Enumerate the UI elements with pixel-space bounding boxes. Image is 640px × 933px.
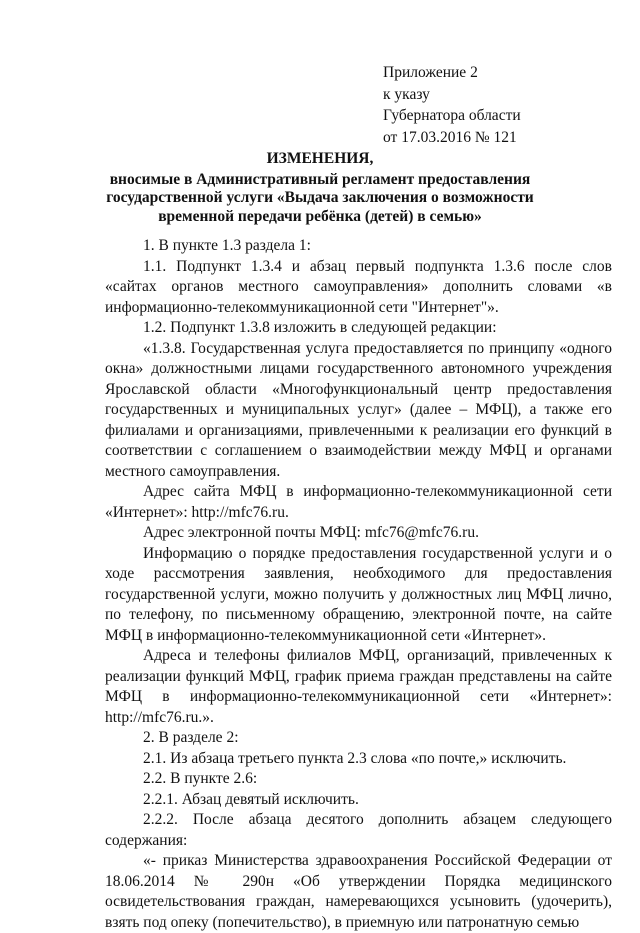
document-title: ИЗМЕНЕНИЯ, [266, 150, 374, 167]
paragraph: 2. В разделе 2: [143, 729, 239, 746]
paragraph: 2.1. Из абзаца третьего пункта 2.3 слова «по почте,» исключить. [143, 749, 567, 767]
paragraph: 1. В пункте 1.3 раздела 1: [143, 237, 311, 254]
document-heading [96, 150, 544, 226]
appendix-number: Приложение 2 [383, 64, 478, 81]
paragraph: Адрес сайта МФЦ в информационно-телекоммуникационной сети «Интернет»: http://mfc76.ru. [105, 483, 612, 521]
paragraph: 2.2. В пункте 2.6: [143, 770, 258, 787]
paragraph: Адреса и телефоны филиалов МФЦ, организаций, привлеченных к реализации функций МФЦ, график приема граждан представлены на сайте МФЦ в информационно-телекоммуникационной сети «Интернет»: http://mfc76.ru.». [105, 647, 612, 726]
document-body [105, 236, 612, 933]
paragraph: 1.2. Подпункт 1.3.8 изложить в следующей редакции: [143, 319, 497, 336]
document-subtitle-line-3: временной передачи ребёнка (детей) в семью» [158, 207, 482, 225]
paragraph: Адрес электронной почты МФЦ: mfc76@mfc76.ru. [143, 524, 479, 541]
appendix-issuer: Губернатора области [383, 107, 521, 124]
paragraph: 2.2.1. Абзац девятый исключить. [143, 790, 359, 808]
paragraph: 2.2.2. После абзаца десятого дополнить абзацем следующего содержания: [105, 811, 612, 849]
paragraph: 1.1. Подпункт 1.3.4 и абзац первый подпункта 1.3.6 после слов «сайтах органов местного самоуправления» дополнить словами «в информационно-телекоммуникационной сети "Интернет"». [105, 257, 612, 316]
document-subtitle-line-1: вносимые в Административный регламент предоставления [109, 170, 531, 188]
paragraph: Информацию о порядке предоставления государственной услуги и о ходе рассмотрения заявления, необходимого для предоставления государственной услуги, можно получить у должностных лиц МФЦ лично, по телефону, по письменному обращению, электронной почте, на сайте МФЦ в информационно-телекоммуникационной сети «Интернет». [105, 544, 612, 644]
appendix-date-number: от 17.03.2016 № 121 [383, 128, 517, 146]
paragraph: «1.3.8. Государственная услуга предоставляется по принципу «одного окна» должностными лицами государственного автономного учреждения Ярославской области «Многофункциональный центр предоставления государственных и муниципальных услуг» (далее – МФЦ), а также его филиалами и организациями, привлеченными к реализации его функций в соответствии с соглашением о взаимодействии между МФЦ и органами местного самоуправления. [105, 339, 612, 480]
appendix-block [383, 62, 521, 148]
appendix-to-decree: к указу [383, 85, 430, 103]
paragraph: «- приказ Министерства здравоохранения Российской Федерации от 18.06.2014 № 290н «Об утверждении Порядка медицинского освидетельствования граждан, намеревающихся усыновить (удочерить), взять под опеку (попечительство), в приемную или патронатную семью [105, 852, 612, 931]
document-subtitle-line-2: государственной услуги «Выдача заключения о возможности [106, 189, 534, 206]
